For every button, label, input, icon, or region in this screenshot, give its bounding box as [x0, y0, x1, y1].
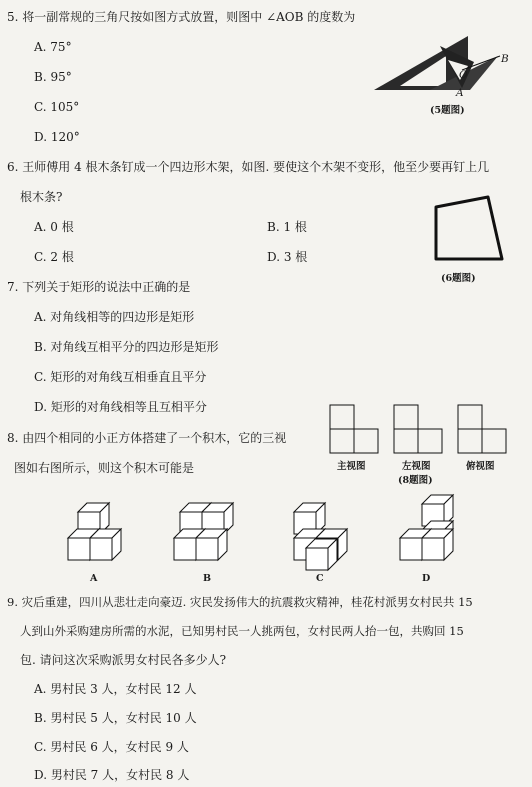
q9-option-d: D. 男村民 7 人，女村民 8 人: [34, 768, 190, 782]
q8-option-a-label: A: [90, 573, 98, 584]
q6-option-b: B. 1 根: [267, 220, 307, 234]
q5-option-c: C. 105°: [34, 100, 80, 114]
q9-option-b: B. 男村民 5 人，女村民 10 人: [34, 711, 197, 725]
q8-top-view: [458, 405, 508, 455]
q5-set-squares-figure: [370, 32, 520, 102]
q8-front-view-label: 主视图: [337, 461, 366, 472]
q8-figure-caption: (8题图): [398, 475, 433, 486]
q8-option-d-cubes: [388, 494, 458, 570]
q7-option-d: D. 矩形的对角线相等且互相平分: [34, 400, 207, 414]
q6-stem-line1: 6. 王师傅用 4 根木条钉成一个四边形木架，如图. 要使这个木架不变形，他至少要再钉上几: [7, 160, 490, 174]
unit-cube: [196, 529, 227, 560]
q6-stem-line2: 根木条?: [20, 190, 63, 204]
q9-stem-line2: 人到山外采购建房所需的水泥，已知男村民一人挑两包，女村民两人抬一包，共购回 15: [20, 624, 464, 638]
unit-cube: [422, 529, 453, 560]
q8-left-view: [394, 405, 444, 455]
q5-label-o: O: [459, 69, 468, 81]
q8-option-c-label: C: [316, 573, 324, 584]
q8-front-view: [330, 405, 380, 455]
q6-quadrilateral-frame: [430, 195, 510, 265]
q5-option-d: D. 120°: [34, 130, 80, 144]
q5-label-b: B: [501, 53, 509, 65]
q7-option-a: A. 对角线相等的四边形是矩形: [34, 310, 195, 324]
q9-stem-line1: 9. 灾后重建，四川从悲壮走向豪迈. 灾民发扬伟大的抗震救灾精神，桂花村派男女村民共 15: [7, 595, 473, 609]
unit-cube: [90, 529, 121, 560]
q8-stem-line1: 8. 由四个相同的小正方体搭建了一个积木，它的三视: [7, 431, 287, 445]
q8-option-b-label: B: [203, 573, 212, 584]
q9-option-a: A. 男村民 3 人，女村民 12 人: [34, 682, 197, 696]
q5-option-b: B. 95°: [34, 70, 72, 84]
q8-top-view-label: 俯视图: [466, 461, 495, 472]
q5-option-a: A. 75°: [34, 40, 72, 54]
q6-option-d: D. 3 根: [267, 250, 308, 264]
q8-option-d-label: D: [422, 573, 431, 584]
q6-option-c: C. 2 根: [34, 250, 74, 264]
q7-option-c: C. 矩形的对角线互相垂直且平分: [34, 370, 207, 384]
q7-option-b: B. 对角线互相平分的四边形是矩形: [34, 340, 219, 354]
q5-stem: 5. 将一副常规的三角尺按如图方式放置，则图中 ∠AOB 的度数为: [7, 10, 356, 24]
q7-stem: 7. 下列关于矩形的说法中正确的是: [7, 280, 191, 294]
q5-label-a: A: [456, 87, 464, 99]
q5-figure-caption: (5题图): [430, 105, 465, 116]
unit-cube: [306, 539, 337, 570]
q8-stem-line2: 图如右图所示，则这个积木可能是: [14, 461, 195, 475]
q8-option-a-cubes: [64, 494, 134, 570]
q6-option-a: A. 0 根: [34, 220, 74, 234]
q9-stem-line3: 包. 请问这次采购派男女村民各多少人?: [20, 653, 227, 667]
q6-figure-caption: (6题图): [441, 273, 476, 284]
q8-option-b-cubes: [170, 494, 240, 570]
q8-option-c-cubes: [286, 494, 356, 570]
q8-left-view-label: 左视图: [402, 461, 431, 472]
q9-option-c: C. 男村民 6 人，女村民 9 人: [34, 740, 189, 754]
